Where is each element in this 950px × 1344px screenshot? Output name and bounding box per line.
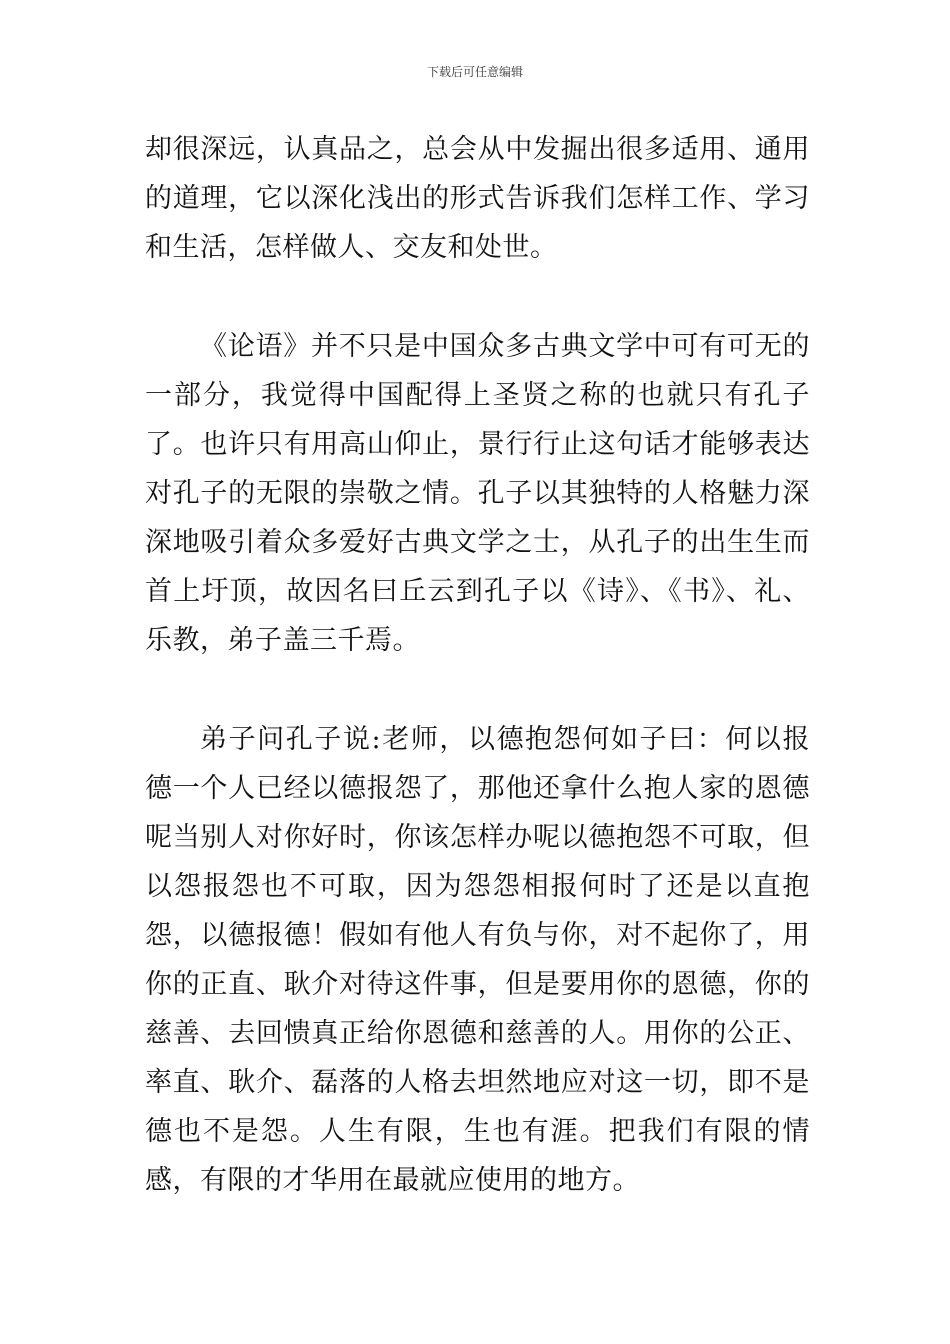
paragraph-1: 却很深远，认真品之，总会从中发掘出很多适用、通用的道理，它以深化浅出的形式告诉我们怎样工作、学习和生活，怎样做人、交友和处世。 <box>145 134 810 263</box>
paragraph-3: 弟子问孔子说:老师，以德抱怨何如子曰：何以报德一个人已经以德报怨了，那他还拿什么抱人家的恩德呢当别人对你好时，你该怎样办呢以德抱怨不可取，但以怨报怨也不可取，因为怨怨相报何时了还是以直抱怨，以德报德！假如有他人有负与你，对不起你了，用你的正直、耿介对待这件事，但是要用你的恩德，你的慈善、去回愦真正给你恩德和慈善的人。用你的公正、率直、耿介、磊落的人格去坦然地应对这一切，即不是德也不是怨。人生有限，生也有涯。把我们有限的情感，有限的才华用在最就应使用的地方。 <box>145 724 810 1196</box>
page-header: 下载后可任意编辑 <box>426 65 523 79</box>
paragraph-2: 《论语》并不只是中国众多古典文学中可有可无的一部分，我觉得中国配得上圣贤之称的也就只有孔子了。也许只有用高山仰止，景行行止这句话才能够表达对孔子的无限的崇敬之情。孔子以其独特的人格魅力深深地吸引着众多爱好古典文学之士，从孔子的出生生而首上圩顶，故因名曰丘云到孔子以《诗》、《书》、礼、乐教，弟子盖三千焉。 <box>145 331 810 656</box>
